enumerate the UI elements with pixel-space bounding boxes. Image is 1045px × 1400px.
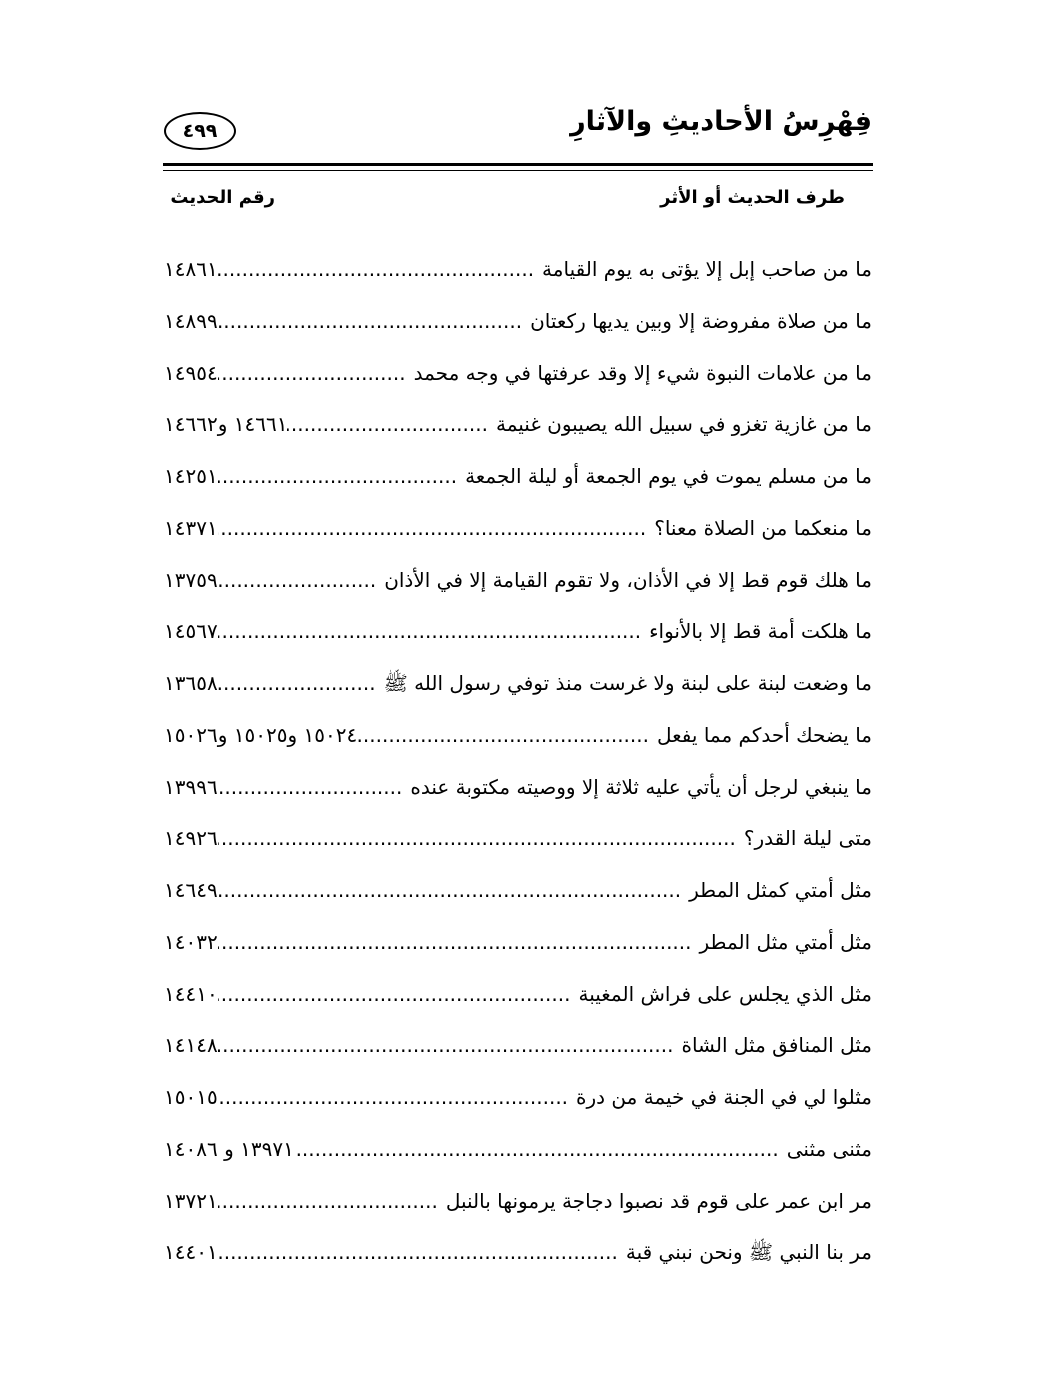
dot-leader	[218, 348, 406, 400]
hadith-number: ١٣٩٧١ و ١٤٠٨٦	[164, 1136, 294, 1161]
index-row	[164, 865, 872, 917]
dot-leader	[218, 1020, 674, 1072]
dot-leader	[218, 917, 692, 969]
index-row	[164, 1227, 872, 1279]
hadith-number: ١٤٨٩٩	[164, 308, 218, 333]
hadith-number: ١٤١٤٨	[164, 1033, 218, 1058]
dot-leader	[218, 606, 641, 658]
hadith-number: ١٥٠٢٤ و١٥٠٢٥ و١٥٠٢٦	[164, 722, 358, 747]
hadith-text: ما من علامات النبوة شيء إلا وقد عرفتها في وجه محمد	[413, 360, 872, 385]
index-row	[164, 1124, 872, 1176]
dot-leader	[218, 865, 681, 917]
dot-leader	[357, 710, 649, 762]
column-header-text: طرف الحديث أو الأثر	[660, 187, 845, 208]
index-row	[164, 1072, 872, 1124]
hadith-text: ما ينبغي لرجل أن يأتي عليه ثلاثة إلا ووصيته مكتوبة عنده	[410, 774, 872, 799]
index-row	[164, 503, 872, 555]
hadith-number: ١٤٢٥١	[164, 464, 218, 488]
hadith-text: مثنى مثنى	[786, 1136, 872, 1161]
hadith-number: ١٤٥٦٧	[164, 619, 218, 644]
index-row	[164, 710, 872, 762]
dot-leader	[287, 399, 488, 451]
hadith-number: ١٣٦٥٨	[164, 671, 218, 695]
hadith-number: ١٤٤٠١	[164, 1240, 218, 1265]
hadith-number: ١٤٠٣٢	[164, 929, 218, 954]
dot-leader	[218, 658, 376, 710]
hadith-text: ما من مسلم يموت في يوم الجمعة أو ليلة الجمعة	[465, 464, 872, 488]
column-header-number: رقم الحديث	[170, 187, 275, 208]
hadith-number: ١٥٠١٥	[164, 1085, 218, 1109]
hadith-number: ١٤٤١٠	[164, 981, 218, 1006]
hadith-number: ١٤٣٧١	[164, 515, 218, 540]
dot-leader	[218, 813, 736, 865]
hadith-text: ما من صاحب إبل إلا يؤتى به يوم القيامة	[542, 257, 872, 281]
hadith-text: مثلوا لي في الجنة في خيمة من درة	[576, 1085, 872, 1109]
index-row	[164, 1176, 872, 1228]
index-row	[164, 399, 872, 451]
dot-leader	[218, 244, 534, 296]
hadith-text: مثل الذي يجلس على فراش المغيبة	[578, 981, 872, 1006]
index-row	[164, 917, 872, 969]
header-rule-thin	[163, 170, 873, 171]
index-row	[164, 606, 872, 658]
hadith-number: ١٣٩٩٦	[164, 774, 218, 799]
hadith-text: ما من صلاة مفروضة إلا وبين يديها ركعتان	[530, 308, 872, 333]
hadith-text: ما هلكت أمة قط إلا بالأنواء	[649, 619, 872, 644]
hadith-text: ما يضحك أحدكم مما يفعل	[656, 722, 872, 747]
index-row	[164, 244, 872, 296]
dot-leader	[218, 451, 457, 503]
index-row	[164, 451, 872, 503]
hadith-text: مر ابن عمر على قوم قد نصبوا دجاجة يرمونها بالنبل	[445, 1188, 872, 1213]
index-row	[164, 296, 872, 348]
dot-leader	[294, 1124, 779, 1176]
dot-leader	[218, 1227, 618, 1279]
hadith-number: ١٤٩٥٤	[164, 360, 218, 385]
hadith-text: مر بنا النبي ﷺ ونحن نبني قبة	[625, 1240, 872, 1265]
page-number: ٤٩٩	[164, 112, 236, 150]
hadith-text: متى ليلة القدر؟	[743, 826, 872, 851]
hadith-number: ١٤٩٢٦	[164, 826, 218, 851]
hadith-number: ١٤٦٦١ و١٤٦٦٢	[164, 412, 288, 437]
index-row	[164, 658, 872, 710]
dot-leader	[218, 555, 376, 607]
hadith-text: ما وضعت لبنة على لبنة ولا غرست منذ توفي رسول الله ﷺ	[383, 671, 872, 695]
index-row	[164, 1020, 872, 1072]
dot-leader	[218, 762, 403, 814]
index-row	[164, 762, 872, 814]
dot-leader	[218, 503, 646, 555]
dot-leader	[218, 1176, 438, 1228]
dot-leader	[218, 1072, 568, 1124]
dot-leader	[218, 296, 522, 348]
hadith-text: ما منعكما من الصلاة معنا؟	[654, 515, 872, 540]
hadith-number: ١٤٦٤٩	[164, 878, 218, 902]
hadith-number: ١٣٧٥٩	[164, 567, 218, 592]
index-row	[164, 555, 872, 607]
dot-leader	[218, 969, 571, 1021]
index-row	[164, 348, 872, 400]
index-row	[164, 969, 872, 1021]
hadith-text: مثل أمتي مثل المطر	[699, 929, 872, 954]
hadith-number: ١٤٨٦١	[164, 257, 218, 281]
index-row	[164, 813, 872, 865]
hadith-text: ما من غازية تغزو في سبيل الله يصيبون غنيمة	[495, 412, 872, 437]
hadith-number: ١٣٧٢١	[164, 1188, 218, 1213]
hadith-text: مثل المنافق مثل الشاة	[681, 1033, 872, 1058]
hadith-text: مثل أمتي كمثل المطر	[689, 878, 872, 902]
hadith-text: ما هلك قوم قط إلا في الأذان، ولا تقوم القيامة إلا في الأذان	[384, 567, 872, 592]
index-list	[164, 244, 872, 1279]
page-title: فِهْرِسُ الأحاديثِ والآثارِ	[570, 106, 872, 137]
header-rule-thick	[163, 163, 873, 166]
